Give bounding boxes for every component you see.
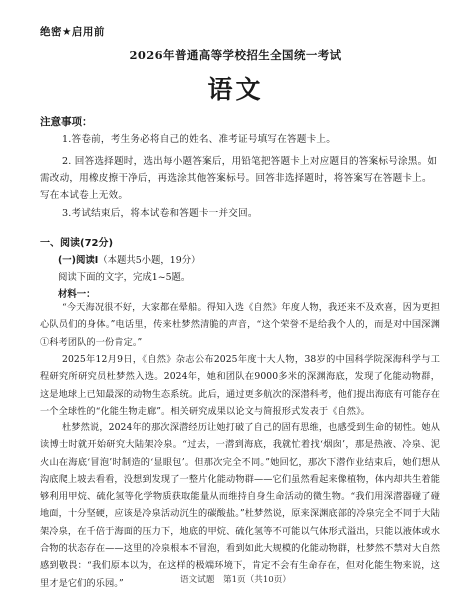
paragraph-text: 杜梦然说，2024年的那次深潜经历让她打破了自己的固有思维，也感受到生命的韧性。她从读博士时就开始研究大陆架冷泉。“过去，一潜到海底，我就忙着找‘烟囱’，那是热液、冷泉、泥火山在海底‘冒泡’时制造的‘显眼包’。但那次完全不同。”她回忆，那次下潜作业结束后，她们想从沟底爬上坡去看看，没想到发现了一整片化能动物群——它们虽然看起来像植物，体内却共生着能够利用甲烷、硫化氢等化学物质获取能量从而维持自身生命活动的微生物。“我们用深潜器碰了碰地面，十分坚硬，应该是冷泉活动沉生的碳酸盐。”杜梦然说，原来深渊底部的冷泉完全不同于大陆架冷泉，在千倍于海面的压力下，地底的甲烷、硫化氢等不可能以气体形式溢出，只能以液体或水合物的状态存在——这里的冷泉根本不冒泡，看到如此大规模的化能动物群，杜梦然不禁对大自然感到敬畏：“我们原本以为，在这样的极端环境下，肯定不会有生命存在，但对化能生物来说，这里才是它们的乐园。” <box>40 422 440 589</box>
notice-item-1-text: 1.答卷前，考生务必将自己的姓名、准考证号填写在答题卡上。 <box>62 134 336 145</box>
subsection-title: (一)阅读Ⅰ <box>58 255 99 266</box>
confidential-label: 绝密★启用前 <box>40 26 105 38</box>
paragraph <box>40 419 440 592</box>
subsection-note: （本题共5小题，19分） <box>98 255 201 266</box>
paragraph <box>40 299 440 351</box>
notice-heading: 注意事项： <box>40 116 93 128</box>
page-footer: 语文试题 第1页（共10页） <box>180 575 291 585</box>
material-label: 材料一： <box>58 289 96 300</box>
subject-title: 语文 <box>207 75 264 104</box>
paragraph-text: “今天海况很不好，大家都在晕船。得知入选《自然》年度人物，我还来不及欢喜，因为更担心队员们的身体。”电话里，传来杜梦然清脆的声音，“这个荣誉不是给我个人的，而是对中国深渊①科考团队的一份肯定。” <box>40 302 440 348</box>
notice-item-1 <box>40 131 440 148</box>
notice-item-3-text: 3.考试结束后，将本试卷和答题卡一并交回。 <box>62 208 258 219</box>
exam-title: 2026年普通高等学校招生全国统一考试 <box>129 48 342 62</box>
reading-instruction: 阅读下面的文字，完成1~5题。 <box>58 272 191 283</box>
notice-item-2 <box>40 153 440 204</box>
paragraph <box>40 351 440 420</box>
section-heading: 一、阅读(72分) <box>40 238 114 249</box>
subsection-heading <box>58 252 200 266</box>
notice-item-3 <box>40 205 440 222</box>
paragraph-text: 2025年12月9日，《自然》杂志公布2025年度十大人物，38岁的中国科学院深海科学与工程研究所研究员杜梦然入选。2024年，她和团队在9000多米的深渊海底，发现了化能动物群，这是地球上已知最深的动物生态系统。此后，通过更多航次的深潜科考，他们提出海底有可能存在一个全球性的“化能生物走廊”。相关研究成果以论文与简报形式发表于《自然》。 <box>40 354 440 417</box>
notice-item-2-text: 2. 回答选择题时，选出每小题答案后，用铅笔把答题卡上对应题目的答案标号涂黑。如需改动，用橡皮擦干净后，再选涂其他答案标号。回答非选择题时，将答案写在答题卡上。写在本试卷上无效。 <box>40 156 438 201</box>
